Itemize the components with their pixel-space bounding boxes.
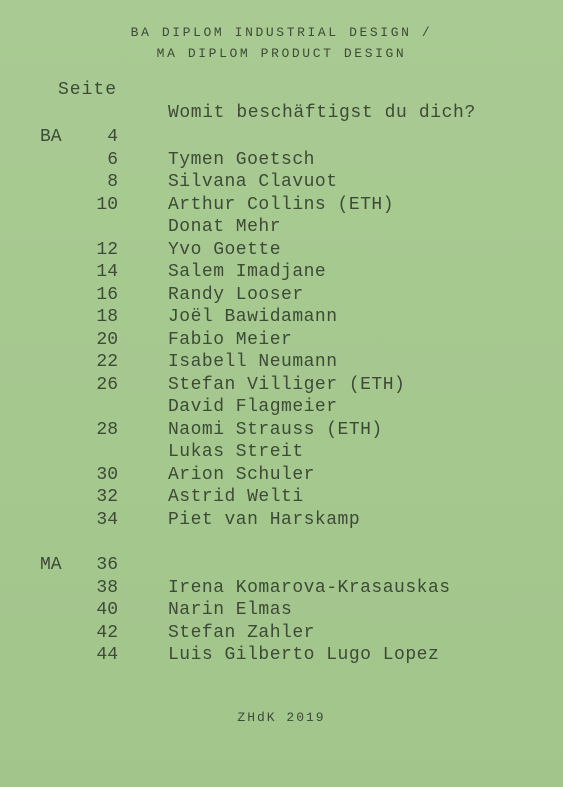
toc-entry-name: Tymen Goetsch (168, 150, 315, 170)
toc-page-number: 30 (96, 465, 118, 485)
toc-entry-name: Randy Looser (168, 285, 304, 305)
toc-page-number: 12 (96, 240, 118, 260)
toc-entry-name: Joël Bawidamann (168, 307, 338, 327)
toc-page-number: 4 (107, 127, 118, 147)
toc-page-number: 26 (96, 375, 118, 395)
toc-entry-name: Salem Imadjane (168, 262, 327, 282)
toc-entry-name: Astrid Welti (168, 487, 304, 507)
header-line-2: MA DIPLOM PRODUCT DESIGN (156, 46, 407, 61)
toc-entry-name: Piet van Harskamp (168, 510, 361, 530)
toc-entry-name: Luis Gilberto Lugo Lopez (168, 645, 440, 665)
toc-page-number: 20 (96, 330, 118, 350)
toc-entry-name: Lukas Streit (168, 442, 304, 462)
toc-page-number: 34 (96, 510, 118, 530)
toc-entry-name: Stefan Villiger (ETH) (168, 375, 406, 395)
toc-page-number: 42 (96, 623, 118, 643)
toc-page-number: 22 (96, 352, 118, 372)
contents-question: Womit beschäftigst du dich? (168, 103, 476, 123)
toc-page-number: 40 (96, 600, 118, 620)
toc-page-number: 44 (96, 645, 118, 665)
toc-entry-name: Irena Komarova-Krasauskas (168, 578, 451, 598)
page-column-heading: Seite (58, 80, 118, 100)
toc-page-number: 14 (96, 262, 118, 282)
toc-entry-name: Yvo Goette (168, 240, 282, 260)
toc-entry-name: Stefan Zahler (168, 623, 315, 643)
toc-page-number: 8 (107, 172, 118, 192)
toc-section-label: BA (40, 127, 62, 147)
toc-page-number: 38 (96, 578, 118, 598)
document-header (0, 22, 563, 64)
toc-entry-name: Fabio Meier (168, 330, 293, 350)
toc-section-label: MA (40, 555, 62, 575)
toc-page-number: 32 (96, 487, 118, 507)
toc-entry-name: Donat Mehr (168, 217, 282, 237)
toc-entry-name: Arion Schuler (168, 465, 315, 485)
toc-page-number: 18 (96, 307, 118, 327)
toc-page-number: 10 (96, 195, 118, 215)
toc-entry-name: David Flagmeier (168, 397, 338, 417)
toc-entry-name: Naomi Strauss (ETH) (168, 420, 383, 440)
toc-entry-name: Arthur Collins (ETH) (168, 195, 395, 215)
toc-page-number: 16 (96, 285, 118, 305)
document-footer: ZHdK 2019 (237, 710, 326, 725)
toc-page-number: 28 (96, 420, 118, 440)
toc-page-number: 6 (107, 150, 118, 170)
toc-entry-name: Narin Elmas (168, 600, 293, 620)
toc-entry-name: Isabell Neumann (168, 352, 338, 372)
header-line-1: BA DIPLOM INDUSTRIAL DESIGN / (130, 25, 433, 40)
toc-entry-name: Silvana Clavuot (168, 172, 338, 192)
toc-page-number: 36 (96, 555, 118, 575)
